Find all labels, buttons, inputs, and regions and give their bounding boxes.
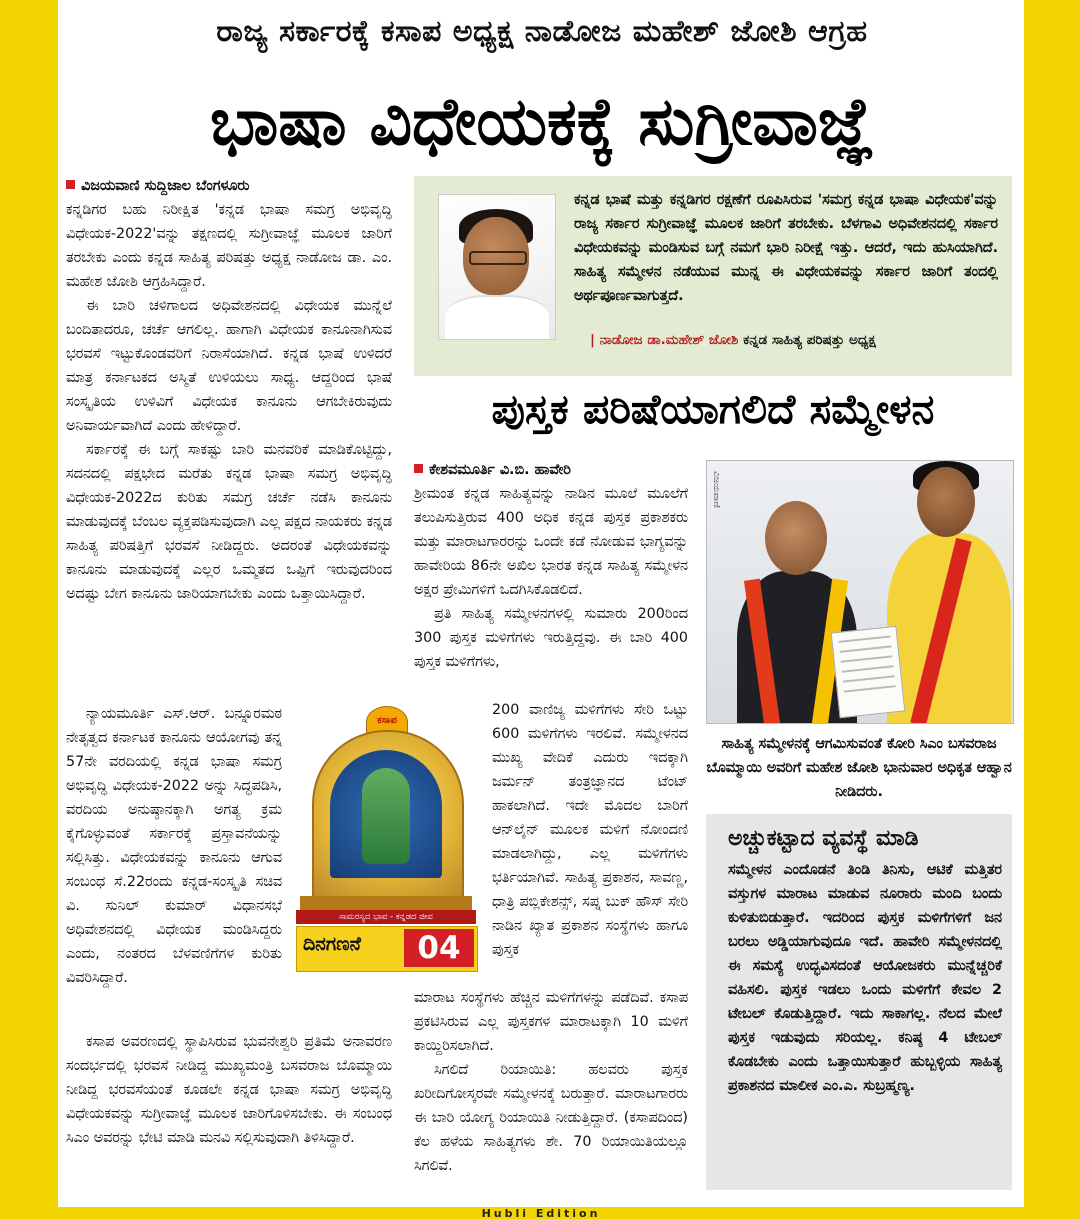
second-byline-text: ಕೇಶವಮೂರ್ತಿ ವಿ.ಬಿ. ಹಾವೇರಿ (429, 462, 571, 478)
byline-marker-icon (66, 180, 75, 189)
main-paragraph-1: ಕನ್ನಡಿಗರ ಬಹು ನಿರೀಕ್ಷಿತ 'ಕನ್ನಡ ಭಾಷಾ ಸಮಗ್ರ ಅಭಿವೃದ್ಧಿ ವಿಧೇಯಕ-2022'ವನ್ನು ತಕ್ಷಣದಲ್ಲಿ ಸುಗ್ರೀವಾಜ್ಞೆ ಮೂಲಕ ಜಾರಿಗೆ ತರಬೇಕು ಎಂದು ಕನ್ನಡ ಸಾಹಿತ್ಯ ಪರಿಷತ್ತು ಅಧ್ಯಕ್ಷ ನಾಡೋಜ ಡಾ. ಎಂ. ಮಹೇಶ ಜೋಶಿ ಆಗ್ರಹಿಸಿದ್ದಾರೆ. (66, 202, 392, 290)
mahesh-joshi-portrait (438, 194, 556, 340)
page-border-right (1024, 0, 1080, 1219)
main-byline-text: ವಿಜಯವಾಣಿ ಸುದ್ದಿಜಾಲ ಬೆಂಗಳೂರು (81, 178, 250, 194)
logo-slogan: ಸಾಮರಸ್ಯದ ಭಾವ - ಕನ್ನಡದ ಜೀವ (296, 910, 476, 924)
photo-credit: ವಿಜಯವಾಣಿ (711, 471, 721, 508)
second-paragraph-5: ಸಿಗಲಿದೆ ರಿಯಾಯಿತಿ: ಹಲವರು ಪುಸ್ತಕ ಖರೀದಿಗೋಸ್ಕರವೇ ಸಮ್ಮೇಳನಕ್ಕೆ ಬರುತ್ತಾರೆ. ಮಾರಾಟಗಾರರು ಈ ಬಾರಿ ಯೋಗ್ಯ ರಿಯಾಯಿತಿ ನೀಡುತ್ತಿದ್ದಾರೆ. (ಕಸಾಪದಿಂದ) ಕೆಲ ಹಳೆಯ ಸಾಹಿತ್ಯಗಳು ಶೇ. 70 ರಿಯಾಯಿತಿಯಲ್ಲೂ ಸಿಗಲಿವೆ. (414, 1062, 688, 1174)
countdown-label: ದಿನಗಣನೆ (303, 933, 361, 955)
countdown-box (296, 926, 478, 972)
second-story-column-bottom (414, 986, 688, 1178)
second-story-column-top (414, 458, 688, 674)
countdown-value: 04 (404, 929, 474, 967)
second-byline (414, 458, 688, 482)
quote-attribution-name: | ನಾಡೋಜ ಡಾ.ಮಹೇಶ್ ಜೋಶಿ (590, 332, 739, 348)
main-paragraph-2: ಈ ಬಾರಿ ಚಳಿಗಾಲದ ಅಧಿವೇಶನದಲ್ಲಿ ವಿಧೇಯಕ ಮುನ್ನೆಲೆ ಬಂದಿತಾದರೂ, ಚರ್ಚೆ ಆಗಲಿಲ್ಲ. ಹಾಗಾಗಿ ವಿಧೇಯಕ ಕಾನೂನಾಗಿಸುವ ಭರವಸೆ ಇಟ್ಟುಕೊಂಡವರಿಗೆ ನಿರಾಸೆಯಾಗಿದೆ. ಕನ್ನಡ ಭಾಷೆ ಉಳಿದರೆ ಮಾತ್ರ ಕರ್ನಾಟಕದ ಅಸ್ಮಿತೆ ಉಳಿಯಲು ಸಾಧ್ಯ. ಆದ್ದರಿಂದ ಭಾಷೆ ಸಂಸ್ಕೃತಿಯ ಉಳಿವಿಗೆ ವಿಧೇಯಕ ಕಾನೂನು ಆಗಬೇಕಿರುವುದು ಅನಿವಾರ್ಯವಾಗಿದೆ ಎಂದು ಹೇಳಿದ್ದಾರೆ. (66, 298, 392, 434)
bhuvaneshwari-figure-icon (362, 768, 410, 864)
second-story-column-narrow (492, 698, 688, 962)
sidebar-body (728, 858, 1002, 1098)
kicker-headline: ರಾಜ್ಯ ಸರ್ಕಾರಕ್ಕೆ ಕಸಾಪ ಅಧ್ಯಕ್ಷ ನಾಡೋಜ ಮಹೇಶ್ ಜೋಶಿ ಆಗ್ರಹ (216, 14, 868, 49)
page-footer (58, 1207, 1024, 1219)
person-left-head (765, 501, 827, 575)
second-paragraph-3: 200 ವಾಣಿಜ್ಯ ಮಳಿಗೆಗಳು ಸೇರಿ ಒಟ್ಟು 600 ಮಳಿಗೆಗಳು ಇರಲಿವೆ. ಸಮ್ಮೇಳನದ ಮುಖ್ಯ ವೇದಿಕೆ ಎದುರು ಇದಕ್ಕಾಗಿ ಜರ್ಮನ್ ತಂತ್ರಜ್ಞಾನದ ಟೆಂಟ್ ಹಾಕಲಾಗಿದೆ. ಇದೇ ಮೊದಲ ಬಾರಿಗೆ ಆನ್‌ಲೈನ್ ಮೂಲಕ ಮಳಿಗೆ ನೋಂದಣಿ ಮಾಡಲಾಗಿದ್ದು, ಎಲ್ಲ ಮಳಿಗೆಗಳು ಭರ್ತಿಯಾಗಿವೆ. ಸಾಹಿತ್ಯ ಪ್ರಕಾಶನ, ಸಾವಣ್ಣ, ಧಾತ್ರಿ ಪಬ್ಲಿಕೇಶನ್ಸ್, ಸಪ್ನ ಬುಕ್ ಹೌಸ್ ಸೇರಿ ನಾಡಿನ ಖ್ಯಾತ ಪ್ರಕಾಶನ ಸಂಸ್ಥೆಗಳು ಹಾಗೂ ಪುಸ್ತಕ (492, 702, 688, 958)
invitation-photo (706, 460, 1014, 724)
photo-person-right (887, 461, 1007, 724)
quote-attribution-role: ಕನ್ನಡ ಸಾಹಿತ್ಯ ಪರಿಷತ್ತು ಅಧ್ಯಕ್ಷ (738, 332, 876, 348)
main-story-column-top (66, 174, 392, 606)
main-paragraph-5: ಕಸಾಪ ಅವರಣದಲ್ಲಿ ಸ್ಥಾಪಿಸಿರುವ ಭುವನೇಶ್ವರಿ ಪ್ರತಿಮೆ ಅನಾವರಣ ಸಂದರ್ಭದಲ್ಲಿ ಭರವಸೆ ನೀಡಿದ್ದ ಮುಖ್ಯಮಂತ್ರಿ ಬಸವರಾಜ ಬೊಮ್ಮಾಯಿ ನೀಡಿದ್ದ ಭರವಸೆಯಂತೆ ಕೂಡಲೇ ಕನ್ನಡ ಭಾಷಾ ಸಮಗ್ರ ಅಭಿವೃದ್ಧಿ ವಿಧೇಯಕವನ್ನು ಸುಗ್ರೀವಾಜ್ಞೆ ಮೂಲಕ ಜಾರಿಗೊಳಿಸಬೇಕು. ಈ ಸಂಬಂಧ ಸಿಎಂ ಅವರನ್ನು ಭೇಟಿ ಮಾಡಿ ಮನವಿ ಸಲ್ಲಿಸುವುದಾಗಿ ತಿಳಿಸಿದ್ದಾರೆ. (66, 1034, 392, 1146)
portrait-glasses-icon (469, 251, 527, 265)
invitation-document-icon (831, 626, 906, 718)
page-border-left (0, 0, 58, 1219)
main-paragraph-4: ನ್ಯಾಯಮೂರ್ತಿ ಎಸ್.ಆರ್. ಬನ್ನೂರಮಠ ನೇತೃತ್ವದ ಕರ್ನಾಟಕ ಕಾನೂನು ಆಯೋಗವು ತನ್ನ 57ನೇ ವರದಿಯಲ್ಲಿ ಕನ್ನಡ ಭಾಷಾ ಸಮಗ್ರ ಅಭಿವೃದ್ಧಿ ವಿಧೇಯಕ-2022 ಅನ್ನು ಸಿದ್ಧಪಡಿಸಿ, ವರದಿಯ ಅನುಷ್ಠಾನಕ್ಕಾಗಿ ಅಗತ್ಯ ಕ್ರಮ ಕೈಗೊಳ್ಳುವಂತೆ ಸರ್ಕಾರಕ್ಕೆ ಪ್ರಸ್ತಾವನೆಯನ್ನು ಸಲ್ಲಿಸಿತ್ತು. ವಿಧೇಯಕವನ್ನು ಕಾನೂನು ಆಗುವ ಸಂಬಂಧ ಸೆ.22ರಂದು ಕನ್ನಡ-ಸಂಸ್ಕೃತಿ ಸಚಿವ ವಿ. ಸುನಿಲ್ ಕುಮಾರ್ ವಿಧಾನಸಭೆ ಅಧಿವೇಶನದಲ್ಲಿ ವಿಧೇಯಕ ಮಂಡಿಸಿದ್ದರು ಎಂದು, ನಂತರದ ಬೆಳವಣಿಗೆಗಳ ಕುರಿತು ವಿವರಿಸಿದ್ದಾರೆ. (66, 706, 282, 986)
second-paragraph-2: ಪ್ರತಿ ಸಾಹಿತ್ಯ ಸಮ್ಮೇಳನಗಳಲ್ಲಿ ಸುಮಾರು 200ರಿಂದ 300 ಪುಸ್ತಕ ಮಳಿಗೆಗಳು ಇರುತ್ತಿದ್ದವು. ಈ ಬಾರಿ 400 ಪುಸ್ತಕ ಮಳಿಗೆಗಳು, (414, 606, 688, 670)
main-paragraph-3: ಸರ್ಕಾರಕ್ಕೆ ಈ ಬಗ್ಗೆ ಸಾಕಷ್ಟು ಬಾರಿ ಮನವರಿಕೆ ಮಾಡಿಕೊಟ್ಟಿದ್ದು, ಸದನದಲ್ಲಿ ಪಕ್ಷಭೇದ ಮರೆತು ಕನ್ನಡ ಭಾಷಾ ಸಮಗ್ರ ಅಭಿವೃದ್ಧಿ ವಿಧೇಯಕ-2022ದ ಕುರಿತು ಸಮಗ್ರ ಚರ್ಚೆ ನಡೆಸಿ ಕಾನೂನು ಮಾಡುವುದಕ್ಕೆ ಬೆಂಬಲ ವ್ಯಕ್ತಪಡಿಸುವುದಾಗಿ ಎಲ್ಲ ಪಕ್ಷದ ನಾಯಕರು ಕನ್ನಡ ಸಾಹಿತ್ಯ ಪರಿಷತ್ತಿಗೆ ಭರವಸೆ ನೀಡಿದ್ದರು. ಅದರಂತೆ ವಿಧೇಯಕವನ್ನು ಕಾನೂನು ಮಾಡುವುದಕ್ಕೆ ಎಲ್ಲರ ಒಮ್ಮತದ ಒಪ್ಪಿಗೆ ಇರುವುದರಿಂದ ಅದಷ್ಟು ಬೇಗ ಕಾನೂನು ಜಾರಿಯಾಗಬೇಕು ಎಂದು ಒತ್ತಾಯಿಸಿದ್ದಾರೆ. (66, 442, 392, 602)
second-paragraph-4: ಮಾರಾಟ ಸಂಸ್ಥೆಗಳು ಹೆಚ್ಚಿನ ಮಳಿಗೆಗಳನ್ನು ಪಡೆದಿವೆ. ಕಸಾಪ ಪ್ರಕಟಿಸಿರುವ ಎಲ್ಲ ಪುಸ್ತಕಗಳ ಮಾರಾಟಕ್ಕಾಗಿ 10 ಮಳಿಗೆ ಕಾಯ್ದಿರಿಸಲಾಗಿದೆ. (414, 990, 688, 1054)
photo-caption: ಸಾಹಿತ್ಯ ಸಮ್ಮೇಳನಕ್ಕೆ ಆಗಮಿಸುವಂತೆ ಕೋರಿ ಸಿಎಂ ಬಸವರಾಜ ಬೊಮ್ಮಾಯಿ ಅವರಿಗೆ ಮಹೇಶ ಜೋಶಿ ಭಾನುವಾರ ಅಧಿಕೃತ ಆಹ್ವಾನ ನೀಡಿದರು. (706, 736, 1012, 800)
sidebar-title: ಅಚ್ಚುಕಟ್ಟಾದ ವ್ಯವಸ್ಥೆ ಮಾಡಿ (728, 826, 919, 851)
sammelana-countdown-logo (296, 706, 476, 968)
second-headline: ಪುಸ್ತಕ ಪರಿಷೆಯಾಗಲಿದೆ ಸಮ್ಮೇಳನ (491, 385, 935, 433)
main-story-column-narrow (66, 702, 282, 990)
main-headline: ಭಾಷಾ ವಿಧೇಯಕಕ್ಕೆ ಸುಗ್ರೀವಾಜ್ಞೆ (209, 83, 875, 160)
crest-text: ಕಸಾಪ (377, 715, 397, 726)
second-paragraph-1: ಶ್ರೀಮಂತ ಕನ್ನಡ ಸಾಹಿತ್ಯವನ್ನು ನಾಡಿನ ಮೂಲೆ ಮೂಲೆಗೆ ತಲುಪಿಸುತ್ತಿರುವ 400 ಅಧಿಕ ಕನ್ನಡ ಪುಸ್ತಕ ಪ್ರಕಾಶಕರು ಮತ್ತು ಮಾರಾಟಗಾರರನ್ನು ಒಂದೇ ಕಡೆ ನೋಡುವ ಭಾಗ್ಯವನ್ನು ಹಾವೇರಿಯ 86ನೇ ಅಖಿಲ ಭಾರತ ಕನ್ನಡ ಸಾಹಿತ್ಯ ಸಮ್ಮೇಳನ ಅಕ್ಷರ ಪ್ರೇಮಿಗಳಿಗೆ ಒದಗಿಸಿಕೊಡಲಿದೆ. (414, 486, 688, 598)
main-story-column-bottom (66, 1030, 392, 1150)
quote-text: ಕನ್ನಡ ಭಾಷೆ ಮತ್ತು ಕನ್ನಡಿಗರ ರಕ್ಷಣೆಗೆ ರೂಪಿಸಿರುವ 'ಸಮಗ್ರ ಕನ್ನಡ ಭಾಷಾ ವಿಧೇಯಕ'ವನ್ನು ರಾಜ್ಯ ಸರ್ಕಾರ ಸುಗ್ರೀವಾಜ್ಞೆ ಮೂಲಕ ಜಾರಿಗೆ ತರಬೇಕು. ಬೆಳಗಾವಿ ಅಧಿವೇಶನದಲ್ಲಿ ಸರ್ಕಾರ ವಿಧೇಯಕವನ್ನು ಮಂಡಿಸುವ ಬಗ್ಗೆ ನಮಗೆ ಭಾರಿ ನಿರೀಕ್ಷೆ ಇತ್ತು. ಆದರೆ, ಇದು ಹುಸಿಯಾಗಿದೆ. ಸಾಹಿತ್ಯ ಸಮ್ಮೇಳನ ನಡೆಯುವ ಮುನ್ನ ಈ ವಿಧೇಯಕವನ್ನು ಸರ್ಕಾರ ಜಾರಿಗೆ ತಂದಲ್ಲಿ ಅರ್ಥಪೂರ್ಣವಾಗುತ್ತದೆ. (574, 192, 998, 304)
quote-attribution (590, 332, 1010, 348)
sidebar-text: ಸಮ್ಮೇಳನ ಎಂದೊಡನೆ ತಿಂಡಿ ತಿನಿಸು, ಆಟಿಕೆ ಮತ್ತಿತರ ವಸ್ತುಗಳ ಮಾರಾಟ ಮಾಡುವ ನೂರಾರು ಮಂದಿ ಬಂದು ಕುಳಿತುಬಿಡುತ್ತಾರೆ. ಇದರಿಂದ ಪುಸ್ತಕ ಮಳಿಗೆಗಳಿಗೆ ಜನ ಬರಲು ಅಡ್ಡಿಯಾಗುವುದೂ ಇದೆ. ಹಾವೇರಿ ಸಮ್ಮೇಳನದಲ್ಲಿ ಈ ಸಮಸ್ಯೆ ಉದ್ಭವಿಸದಂತೆ ಆಯೋಜಕರು ಮುನ್ನೆಚ್ಚರಿಕೆ ವಹಿಸಲಿ. ಪುಸ್ತಕ ಇಡಲು ಒಂದು ಮಳಿಗೆಗೆ ಕೇವಲ 2 ಟೇಬಲ್ ಕೊಡುತ್ತಿದ್ದಾರೆ. ಇದು ಸಾಕಾಗಲ್ಲ. ನೆಲದ ಮೇಲೆ ಪುಸ್ತಕ ಇಡುವುದು ಸರಿಯಲ್ಲ. ಕನಿಷ್ಠ 4 ಟೇಬಲ್ ಕೊಡಬೇಕು ಎಂದು ಒತ್ತಾಯಿಸುತ್ತಾರೆ ಹುಬ್ಬಳ್ಳಿಯ ಸಾಹಿತ್ಯ ಪ್ರಕಾಶನದ ಮಾಲೀಕ ಎಂ.ಎ. ಸುಬ್ರಹ್ಮಣ್ಯ. (728, 862, 1002, 1094)
person-right-head (917, 467, 975, 537)
main-byline (66, 174, 392, 198)
portrait-shirt (445, 295, 549, 340)
byline-marker-icon (414, 464, 423, 473)
footer-text: Hubli Edition (481, 1207, 601, 1219)
